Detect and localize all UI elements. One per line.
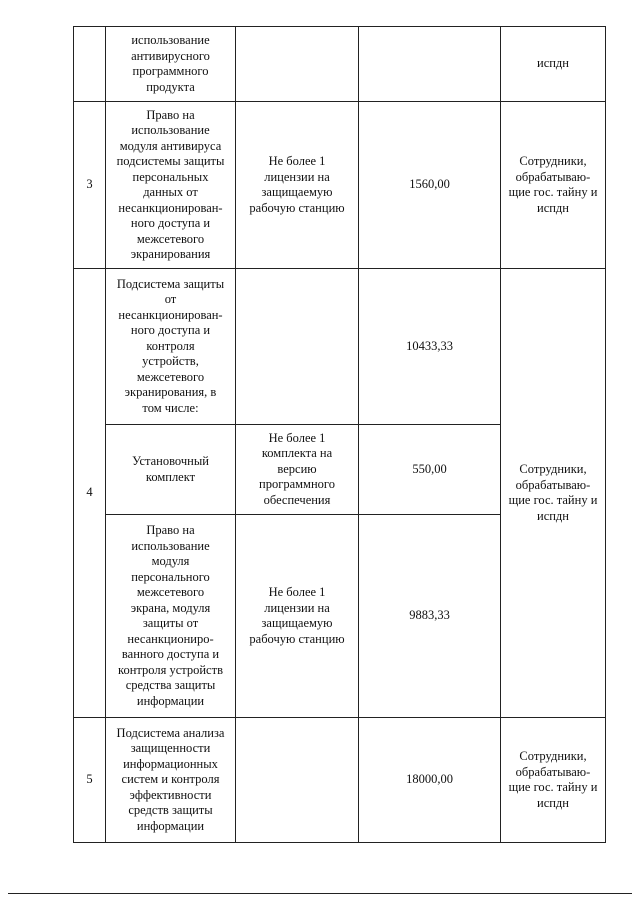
- price-cell: 18000,00: [359, 718, 501, 843]
- price-cell: 10433,33: [359, 269, 501, 425]
- users-cell: испдн: [501, 27, 606, 102]
- row-number-cell: 3: [74, 102, 106, 269]
- item-name-cell: Установочный комплект: [106, 425, 236, 515]
- item-name-cell: Право на использование модуля антивируса подсистемы защиты персональных данных от несанкционирован- ного доступа и межсетевого экранирования: [106, 102, 236, 269]
- requirements-table: [73, 26, 606, 843]
- item-name-cell: использование антивирусного программного продукта: [106, 27, 236, 102]
- table-row: [74, 269, 606, 425]
- item-name-cell: Право на использование модуля персонального межсетевого экрана, модуля защиты от несанкциониро- ванного доступа и контроля устройств средства защиты информации: [106, 515, 236, 718]
- table-row: [74, 718, 606, 843]
- row-number-cell: 5: [74, 718, 106, 843]
- price-cell: 550,00: [359, 425, 501, 515]
- row-number-cell: 4: [74, 269, 106, 718]
- table-row: [74, 27, 606, 102]
- limit-cell: [236, 27, 359, 102]
- limit-cell: [236, 269, 359, 425]
- limit-cell: [236, 718, 359, 843]
- price-cell: 9883,33: [359, 515, 501, 718]
- limit-cell: Не более 1 комплекта на версию программного обеспечения: [236, 425, 359, 515]
- item-name-cell: Подсистема анализа защищенности информационных систем и контроля эффективности средств защиты информации: [106, 718, 236, 843]
- price-cell: 1560,00: [359, 102, 501, 269]
- users-cell: Сотрудники, обрабатываю- щие гос. тайну и испдн: [501, 102, 606, 269]
- page-bottom-rule: [8, 893, 632, 894]
- item-name-cell: Подсистема защиты от несанкционирован- ного доступа и контроля устройств, межсетевого экранирования, в том числе:: [106, 269, 236, 425]
- table-row: [74, 102, 606, 269]
- limit-cell: Не более 1 лицензии на защищаемую рабочую станцию: [236, 515, 359, 718]
- users-cell: Сотрудники, обрабатываю- щие гос. тайну и испдн: [501, 718, 606, 843]
- row-number-cell: [74, 27, 106, 102]
- users-cell: Сотрудники, обрабатываю- щие гос. тайну и испдн: [501, 269, 606, 718]
- price-cell: [359, 27, 501, 102]
- limit-cell: Не более 1 лицензии на защищаемую рабочую станцию: [236, 102, 359, 269]
